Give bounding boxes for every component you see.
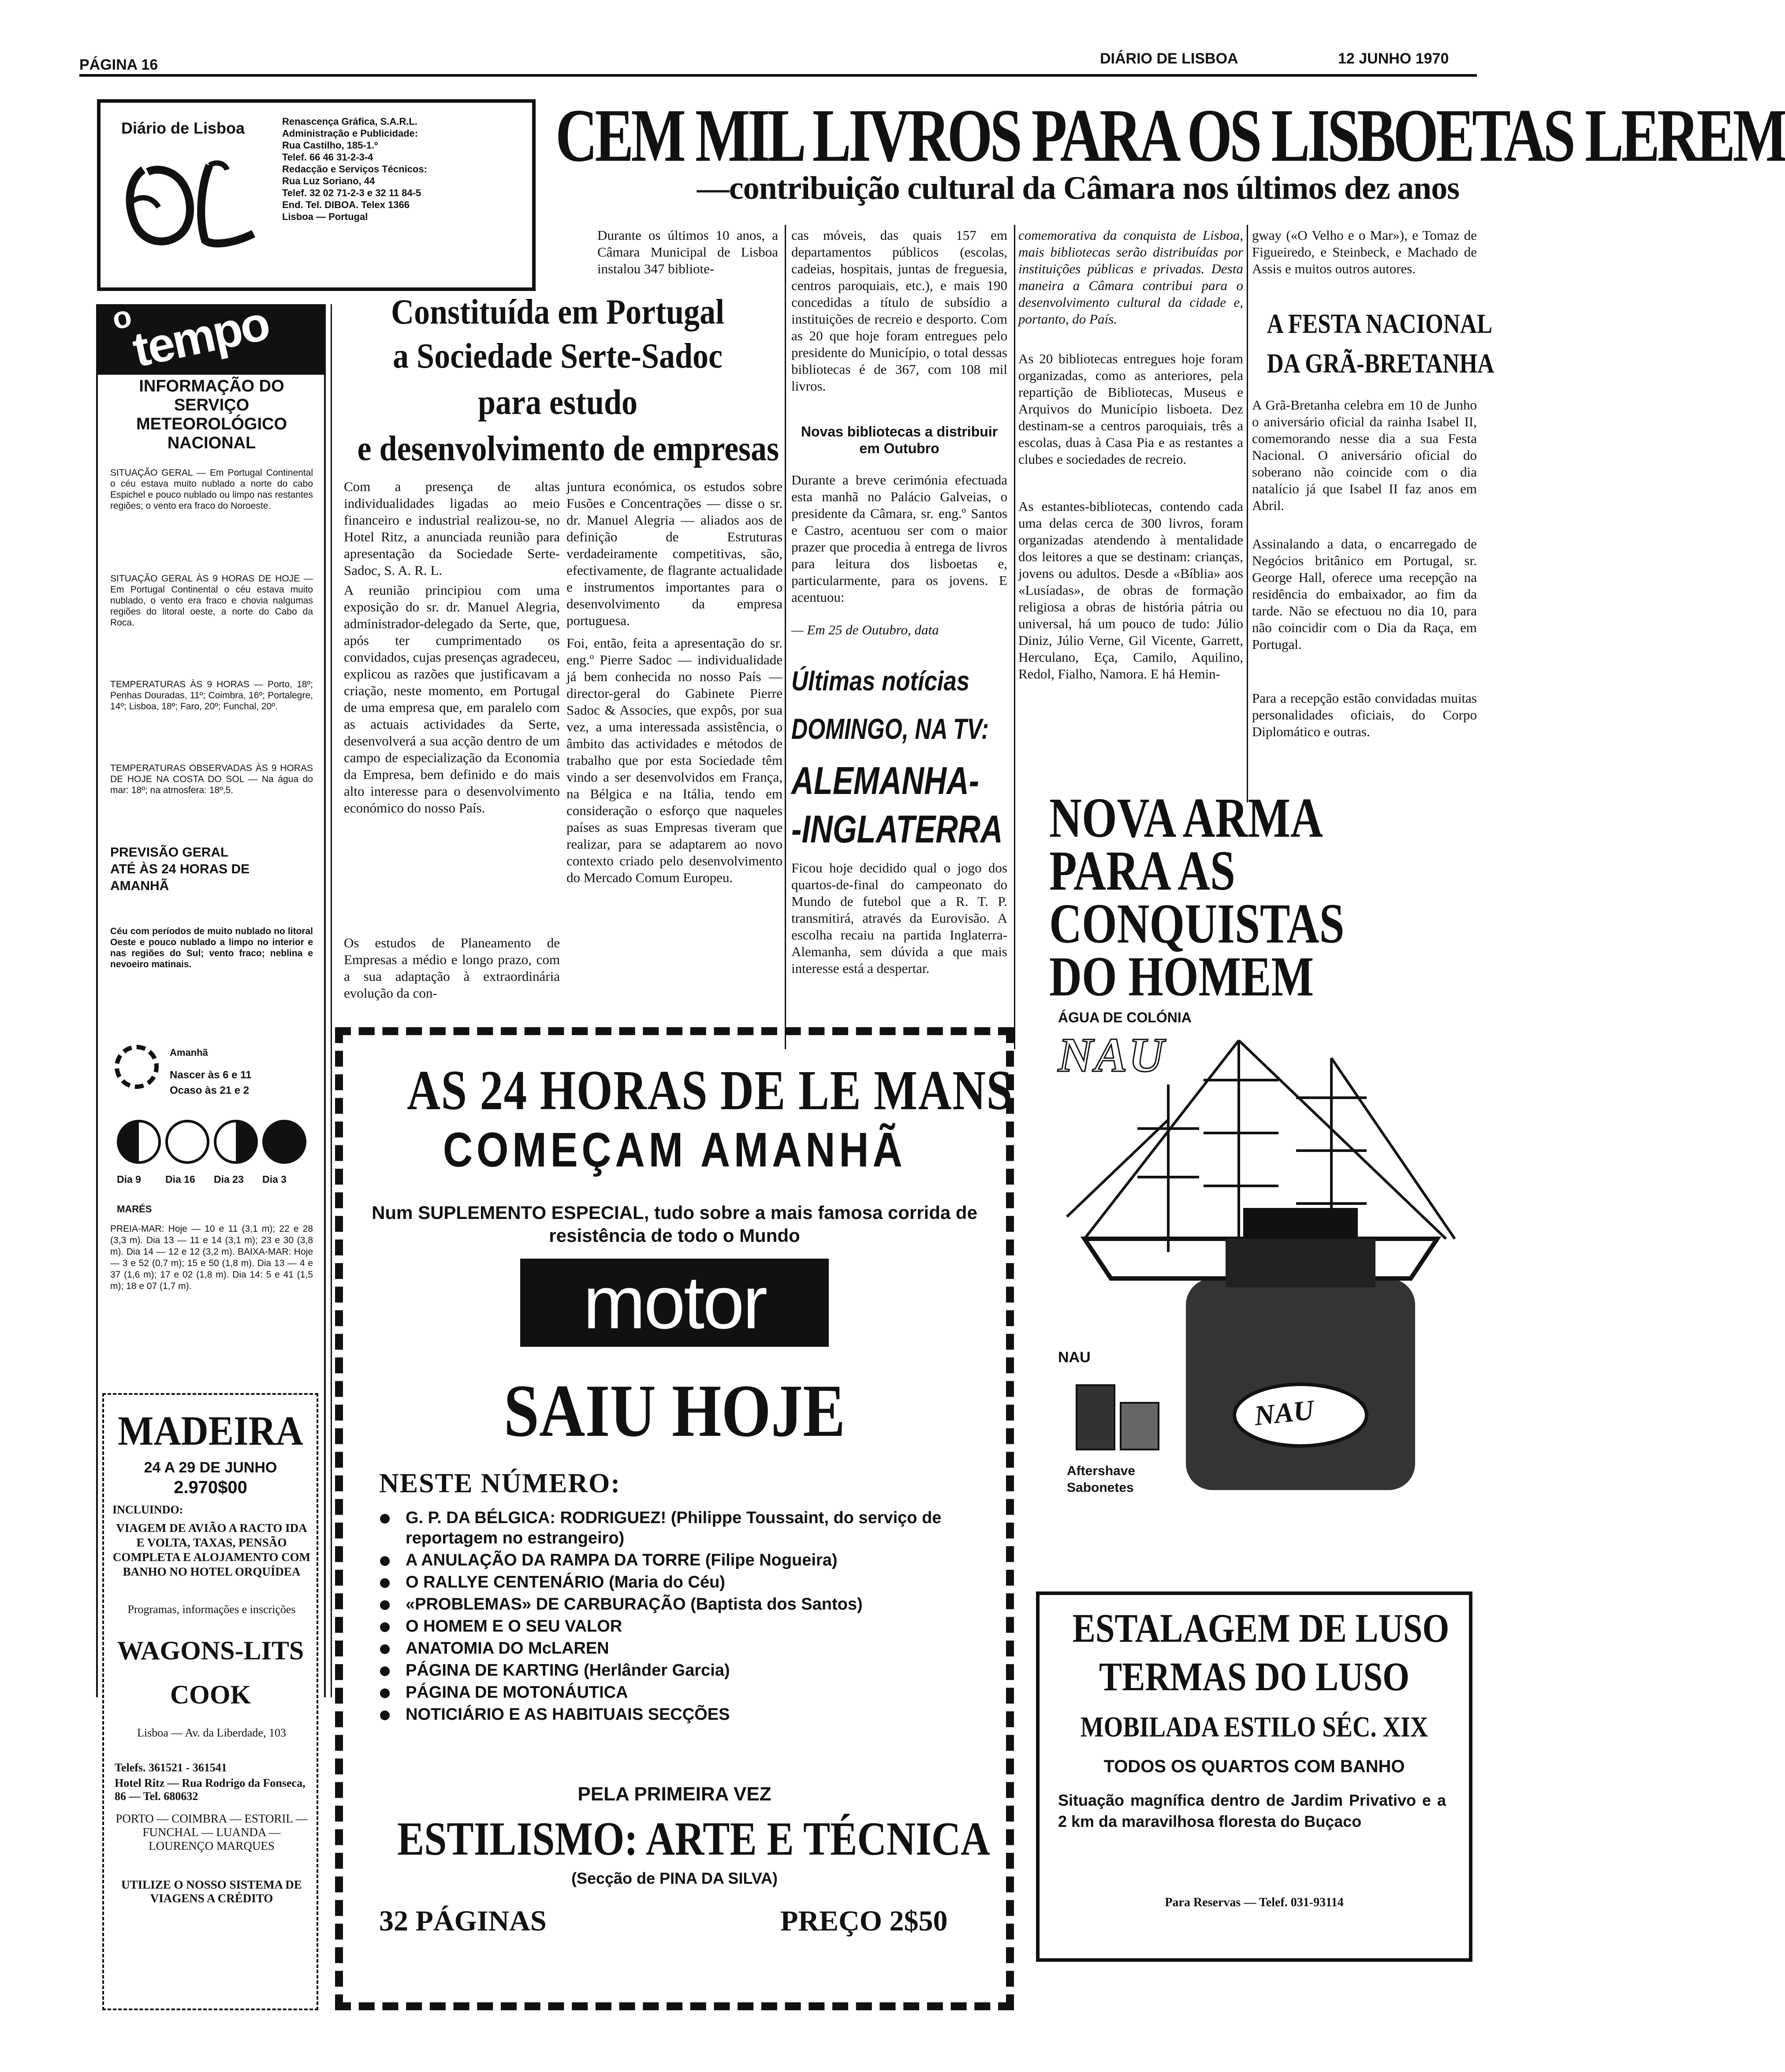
serte-col-1-p2: A reunião principiou com uma exposição do sr. dr. Manuel Alegria, administrador-delegado da Serte, que, após ter cumprimentado os convidados, cujas presenças agradeceu, explicou as razões que justificavam a criação, neste momento, em Portugal de uma empresa que, em paralelo com as actuais actividades da Serte, desenvolverá a sua acção dentro de um campo de especialização da Economia da Empresa, bem definido e do mais alto interesse para o desenvolvimento económico do nosso País. <box>344 582 560 816</box>
books-subhead: Novas bibliotecas a distribuir em Outubro <box>801 424 998 456</box>
page-date: 12 JUNHO 1970 <box>1338 50 1449 67</box>
tv-body: Ficou hoje decidido qual o jogo dos quartos-de-final do campeonato do Mundo de futebol que a R. T. P. transmitirá, através da Eurovisão. A escolha recaiu na partida Inglaterra-Alemanha, sem dúvida a que mais interesse está a despertar. <box>791 860 1007 976</box>
weather-situation-2: SITUAÇÃO GERAL ÀS 9 HORAS DE HOJE — Em Portugal Continental o céu estava muito nublado, o vento era fraco e chovia nalgumas regiões do litoral oeste, a norte do Cabo da Roca. <box>110 574 313 628</box>
serte-title-3: para estudo <box>477 383 638 422</box>
madeira-credit: UTILIZE O NOSSO SISTEMA DE VIAGENS A CRÉDITO <box>121 1878 302 1905</box>
britain-title-1: A FESTA NACIONAL <box>1267 309 1493 339</box>
soap-box-icon <box>1120 1402 1159 1450</box>
col-rule <box>331 304 332 1697</box>
weather-title: INFORMAÇÃO DO SERVIÇO METEOROLÓGICO NACIONAL <box>136 377 287 452</box>
masthead-info: Renascença Gráfica, S.A.R.L. Administração e Publicidade: Rua Castilho, 185-1.º Telef. 66 46 31-2-3-4 Redacção e Serviços Técnicos: Rua Luz Soriano, 44 Telef. 32 02 71-2-3 e 32 11 84-5 End. Tel. DIBOA. Telex 1366 Lisboa — Portugal <box>282 116 427 222</box>
madeira-hotel: Hotel Ritz — Rua Rodrigo da Fonseca, 86 — Tel. 680632 <box>115 1777 306 1803</box>
lemans-title-1: AS 24 HORAS DE LE MANS <box>407 1059 1013 1122</box>
weather-left-rule <box>96 304 98 1697</box>
luso-reservas: Para Reservas — Telef. 031-93114 <box>1165 1896 1344 1909</box>
britain-p3: Para a recepção estão convidadas muitas personalidades oficiais, do Corpo Diplomático e outras. <box>1252 690 1477 739</box>
luso-title-4: TODOS OS QUARTOS COM BANHO <box>1103 1757 1405 1776</box>
sunrise: Nascer às 6 e 11 <box>170 1069 252 1081</box>
list-item: ANATOMIA DO McLAREN <box>375 1638 983 1658</box>
tv-kicker: Últimas notícias <box>791 666 970 697</box>
dl-logo-icon <box>121 152 267 258</box>
page-number: PÁGINA 16 <box>79 56 158 73</box>
forecast-text: Céu com períodos de muito nublado no litoral Oeste e pouco nublado a limpo no interior e nas regiões do Sul; vento fraco; neblina e nevoeiro matinais. <box>110 926 313 969</box>
list-item: «PROBLEMAS» DE CARBURAÇÃO (Baptista dos Santos) <box>375 1594 983 1614</box>
headline-title: CEM MIL LIVROS PARA OS LISBOETAS LEREM <box>555 93 1785 178</box>
moon-labels: Dia 9 Dia 16 Dia 23 Dia 3 <box>117 1174 287 1185</box>
weather-right-rule <box>324 304 326 1697</box>
madeira-dates: 24 A 29 DE JUNHO <box>144 1459 277 1476</box>
nau-brand-logo: NAU <box>1058 1028 1166 1082</box>
tv-line-2: ALEMANHA- <box>791 759 980 802</box>
small-bottles <box>1076 1371 1164 1450</box>
books-col-3b: As 20 bibliotecas entregues hoje foram organizadas, como as anteriores, pela repartição de Bibliotecas, Museus e Arquivos do Município lisboeta. Dez destinam-se a centros paroquiais, três a escolas, duas à Casa Pia e as restantes a clubes e sociedades de recreio. <box>1018 351 1243 467</box>
lemans-seccao: (Secção de PINA DA SILVA) <box>571 1869 778 1887</box>
tv-line-3: -INGLATERRA <box>791 807 1003 851</box>
weather-banner-o: o <box>109 298 135 336</box>
lemans-price: PREÇO 2$50 <box>780 1905 948 1937</box>
list-item: A ANULAÇÃO DA RAMPA DA TORRE (Filipe Nogueira) <box>375 1550 983 1570</box>
weather-sea: TEMPERATURAS OBSERVADAS ÀS 9 HORAS DE HOJE NA COSTA DO SOL — Na água do mar: 18º; na atmosfera: 18º,5. <box>110 763 313 795</box>
madeira-cities: PORTO — COIMBRA — ESTORIL — FUNCHAL — LUANDA — LOURENÇO MARQUES <box>116 1812 308 1852</box>
books-col-3c: As estantes-bibliotecas, contendo cada uma delas cerca de 300 livros, foram organizadas atendendo à mentalidade dos leitores a que se destinam: crianças, jovens ou adultos. Desde a «Bíblia» aos «Lusíadas», de obras de formação religiosa a obras de história pátria ou universal, há um pouco de tudo: Júlio Diniz, Júlio Verne, Gil Vicente, Garrett, Herculano, Eça, Camilo, Aquilino, Redol, Fialho, Namora. E há Hemin- <box>1018 499 1243 682</box>
weather-temperatures: TEMPERATURAS ÀS 9 HORAS — Porto, 18º; Penhas Douradas, 11º; Coimbra, 16º; Portalegre, 14º; Lisboa, 18º; Faro, 20º; Funchal, 20º. <box>110 679 313 712</box>
sunset: Ocaso às 21 e 2 <box>170 1084 250 1096</box>
neste-numero: NESTE NÚMERO: <box>379 1468 621 1498</box>
madeira-phones: Telefs. 361521 - 361541 <box>115 1761 227 1774</box>
serte-title-4: e desenvolvimento de empresas <box>357 429 779 468</box>
serte-title-2: a Sociedade Serte-Sadoc <box>393 337 723 376</box>
serte-title-1: Constituída em Portugal <box>391 293 724 332</box>
moon-icon <box>165 1120 209 1164</box>
list-item: PÁGINA DE MOTONÁUTICA <box>375 1682 983 1703</box>
luso-title-1: ESTALAGEM DE LUSO <box>1072 1606 1450 1651</box>
serte-col-1-p1: Com a presença de altas individualidades ligadas ao meio financeiro e industrial realizou-se, no Hotel Ritz, a anunciada reunião para apresentação da Sociedade Serte-Sadoc, S. A. R. L. <box>344 479 560 578</box>
aftershave-bottle-icon <box>1076 1384 1115 1450</box>
luso-title-3: MOBILADA ESTILO SÉC. XIX <box>1080 1711 1428 1743</box>
serte-col-1-p3: Os estudos de Planeamento de Empresas a médio e longo prazo, com a sua adaptação à extraordinária evolução da con- <box>344 935 560 1001</box>
list-item: NOTICIÁRIO E AS HABITUAIS SECÇÕES <box>375 1704 983 1725</box>
col-rule <box>1014 225 1015 1049</box>
masthead-label: Diário de Lisboa <box>121 119 245 137</box>
nau-agua: ÁGUA DE COLÓNIA <box>1058 1010 1192 1025</box>
tides-title: MARÉS <box>117 1204 152 1215</box>
forecast-title: PREVISÃO GERAL ATÉ ÀS 24 HORAS DE AMANHÃ <box>110 845 250 893</box>
dl-logo <box>121 152 267 258</box>
sun-icon <box>115 1045 159 1089</box>
header-rule <box>79 74 1477 77</box>
lemans-title-2: COMEÇAM AMANHÃ <box>443 1123 906 1177</box>
col-rule <box>1247 225 1248 802</box>
moon-icon <box>262 1120 306 1164</box>
serte-col-2-p1: juntura económica, os estudos sobre Fusões e Concentrações — disse o sr. dr. Manuel Alegria — aliados aos de definição de Estruturas verdadeiramente competitivas, são, efectivamente, de flagrante actualidade e instrumentos importantes para o desenvolvimento da empresa portuguesa. <box>566 479 783 628</box>
nau-products-1: Aftershave <box>1067 1464 1136 1478</box>
madeira-address: Lisboa — Av. da Liberdade, 103 <box>137 1726 286 1739</box>
list-item: O RALLYE CENTENÁRIO (Maria do Céu) <box>375 1572 983 1592</box>
nau-headline-4: DO HOMEM <box>1049 945 1314 1008</box>
nau-bottle-label: NAU <box>1252 1394 1315 1431</box>
lemans-sub: Num SUPLEMENTO ESPECIAL, tudo sobre a mais famosa corrida de resistência de todo o Mundo <box>372 1202 977 1246</box>
list-item: PÁGINA DE KARTING (Herlânder Garcia) <box>375 1660 983 1681</box>
books-col-4: gway («O Velho e o Mar»), e Tomaz de Figueiredo, e Steinbeck, e Machado de Assis e muitos outros autores. <box>1252 227 1477 276</box>
lemans-first: PELA PRIMEIRA VEZ <box>578 1783 771 1805</box>
nau-headline-2: PARA AS <box>1049 839 1235 902</box>
weather-situation-1: SITUAÇÃO GERAL — Em Portugal Continental o céu estava muito nublado a norte do cabo Espichel e pouco nublado ou limpo nas restantes regiões; o vento era fraco do Noroeste. <box>110 468 313 511</box>
madeira-incl: INCLUINDO: <box>112 1503 183 1516</box>
madeira-items: VIAGEM DE AVIÃO A RACTO IDA E VOLTA, TAXAS, PENSÃO COMPLETA E ALOJAMENTO COM BANHO NO HOTEL ORQUÍDEA <box>112 1521 311 1578</box>
tides-text: PREIA-MAR: Hoje — 10 e 11 (3,1 m); 22 e 28 (3,3 m). Dia 13 — 11 e 14 (3,1 m); 23 e 30 (3,8 m). Dia 14 — 12 e 12 (3,2 m). BAIXA-MAR: Hoje — 3 e 52 (0,7 m); 15 e 50 (1,8 m). Dia 13 — 4 e 37 (1,6 m); 17 e 02 (1,8 m). Dia 14: 5 e 41 (1,5 m); 18 e 07 (1,7 m). <box>110 1224 313 1291</box>
tv-line-1: DOMINGO, NA TV: <box>791 712 989 745</box>
moon-icon <box>214 1120 258 1164</box>
nau-headline-3: CONQUISTAS <box>1049 892 1345 955</box>
madeira-company-1: WAGONS-LITS <box>117 1636 304 1665</box>
list-item: O HOMEM E O SEU VALOR <box>375 1616 983 1636</box>
britain-p1: A Grã-Bretanha celebra em 10 de Junho o aniversário oficial da rainha Isabel II, comemorando nesse dia a sua Festa Nacional. O aniversário oficial do soberano não coincide com o dia natalício já que Isabel II faz anos em Abril. <box>1252 397 1477 513</box>
moon-phases <box>117 1120 302 1168</box>
britain-title-2: DA GRÃ-BRETANHA <box>1267 349 1494 379</box>
books-col-1: Durante os últimos 10 anos, a Câmara Municipal de Lisboa instalou 347 bibliote- <box>597 227 778 276</box>
paper-name: DIÁRIO DE LISBOA <box>1100 50 1238 67</box>
weather-banner-tempo: tempo <box>128 296 273 377</box>
luso-text: Situação magnífica dentro de Jardim Privativo e a 2 km da maravilhosa floresta do Buçaco <box>1058 1791 1446 1830</box>
books-col-2b: Durante a breve cerimónia efectuada esta manhã no Palácio Galveias, o presidente da Câmara, sr. eng.º Santos e Castro, acentuou ser com o maior prazer que procedia à entrega de livros para leitura dos lisboetas e, particularmente, para os jovens. E acentuou: <box>791 472 1007 605</box>
madeira-price: 2.970$00 <box>174 1478 247 1497</box>
nau-products-2: Sabonetes <box>1067 1480 1134 1495</box>
serte-col-2-p2: Foi, então, feita a apresentação do sr. eng.º Pierre Sadoc — individualidade já bem conhecida no nosso País — director-geral do Gabinete Pierre Sadoc & Associes, que expôs, por sua vez, a uma interessada assistência, o âmbito das actividades e métodos de trabalho que por esta Sociedade têm vindo a ser desenvolvidos em França, na Bélgica e na Itália, tendo em consideração o esforço que naqueles países as suas Empresas tiveram que realizar, para se adaptarem ao novo contexto criado pelo desenvolvimento do Mercado Comum Europeu. <box>566 635 783 885</box>
books-col-2: cas móveis, das quais 157 em departamentos públicos (escolas, cadeias, hospitais, juntas de freguesia, centros paroquiais, etc.), e mais 190 concedidas a título de subsídio a instituições de recreio e desporto. Com as 20 que hoje foram entregues pelo presidente do Município, o total dessas bibliotecas é de 367, com 108 mil livros. <box>791 227 1007 394</box>
books-col-3: comemorativa da conquista de Lisboa, mais bibliotecas serão distribuídas por instituições públicas e privadas. Desta maneira a Câmara contribui para o desenvolvimento cultural da cidade e, portanto, do País. <box>1018 227 1243 327</box>
list-item: G. P. DA BÉLGICA: RODRIGUEZ! (Philippe Toussaint, do serviço de reportagem no estrangeiro) <box>375 1508 983 1548</box>
motor-logo[interactable]: motor <box>520 1259 829 1347</box>
britain-p2: Assinalando a data, o encarregado de Negócios britânico em Portugal, sr. George Hall, oferece uma recepção na residência do embaixador, ao fim da tarde. Não se efectuou no dia 10, para não coincidir com o Dia da Raça, em Portugal. <box>1252 536 1477 652</box>
saiu-hoje: SAIU HOJE <box>503 1369 846 1452</box>
col-rule <box>785 225 786 1049</box>
madeira-title: MADEIRA <box>118 1407 303 1454</box>
moon-icon <box>117 1120 161 1164</box>
madeira-company-2: COOK <box>170 1680 251 1709</box>
luso-title-2: TERMAS DO LUSO <box>1099 1654 1409 1699</box>
madeira-programs: Programas, informações e inscrições <box>127 1603 296 1616</box>
lemans-estilismo: ESTILISMO: ARTE E TÉCNICA <box>397 1813 990 1865</box>
sun-label: Amanhã <box>170 1047 208 1058</box>
headline-subtitle: —contribuição cultural da Câmara nos últimos dez anos <box>697 170 1459 206</box>
books-col-2c: — Em 25 de Outubro, data <box>791 622 939 637</box>
nau-headline-1: NOVA ARMA <box>1049 786 1323 849</box>
lemans-pages: 32 PÁGINAS <box>379 1905 547 1937</box>
lemans-contents <box>375 1508 983 1726</box>
nau-small-brand: NAU <box>1058 1349 1091 1366</box>
